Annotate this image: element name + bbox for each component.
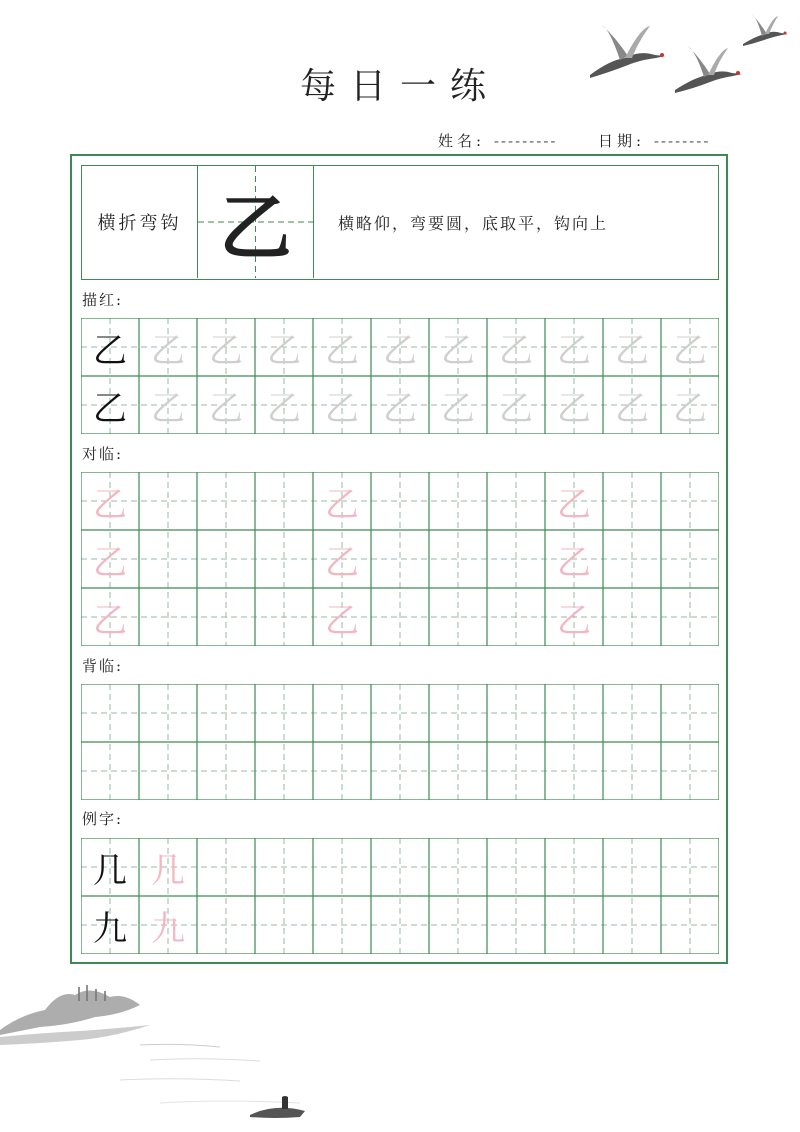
practice-cell[interactable] — [487, 588, 545, 646]
examples-grid — [81, 838, 719, 954]
practice-cell[interactable] — [661, 684, 719, 742]
practice-cell[interactable]: 乙 — [383, 330, 417, 371]
practice-cell[interactable]: 乙 — [557, 330, 591, 371]
section-examples-label: 例字: — [82, 810, 124, 828]
practice-cell[interactable] — [661, 588, 719, 646]
practice-cell[interactable]: 乙 — [441, 388, 475, 429]
practice-cell[interactable] — [429, 472, 487, 530]
practice-cell[interactable] — [197, 684, 255, 742]
practice-cell[interactable]: 乙 — [151, 388, 185, 429]
practice-cell[interactable]: 乙 — [383, 388, 417, 429]
practice-cell[interactable]: 九 — [93, 908, 127, 949]
practice-cell[interactable] — [197, 472, 255, 530]
practice-cell[interactable] — [545, 838, 603, 896]
practice-cell[interactable] — [197, 742, 255, 800]
practice-cell[interactable] — [139, 472, 197, 530]
practice-cell[interactable] — [545, 896, 603, 954]
practice-cell[interactable]: 乙 — [557, 388, 591, 429]
practice-cell[interactable]: 乙 — [93, 542, 127, 583]
practice-cell[interactable] — [429, 896, 487, 954]
recall-grid — [81, 684, 719, 800]
practice-cell[interactable]: 乙 — [615, 388, 649, 429]
practice-cell[interactable]: 乙 — [615, 330, 649, 371]
practice-cell[interactable] — [603, 742, 661, 800]
section-copy-label: 对临: — [82, 445, 124, 463]
practice-cell[interactable] — [197, 838, 255, 896]
practice-cell[interactable] — [603, 530, 661, 588]
practice-cell[interactable] — [371, 472, 429, 530]
practice-cell[interactable]: 乙 — [93, 388, 127, 429]
practice-cell[interactable] — [603, 896, 661, 954]
practice-cell[interactable]: 乙 — [93, 330, 127, 371]
practice-cell[interactable] — [661, 530, 719, 588]
practice-cell[interactable] — [487, 838, 545, 896]
practice-cell[interactable] — [139, 530, 197, 588]
practice-cell[interactable] — [255, 896, 313, 954]
stroke-header — [81, 165, 719, 280]
practice-cell[interactable]: 乙 — [557, 542, 591, 583]
practice-cell[interactable] — [371, 684, 429, 742]
practice-cell[interactable]: 乙 — [325, 542, 359, 583]
copy-grid — [81, 472, 719, 646]
practice-cell[interactable] — [197, 530, 255, 588]
practice-cell[interactable] — [255, 684, 313, 742]
name-blank[interactable]: --------- — [493, 132, 558, 150]
section-trace-label: 描红: — [82, 291, 124, 309]
practice-cell[interactable] — [197, 896, 255, 954]
practice-cell[interactable] — [313, 684, 371, 742]
practice-cell[interactable]: 乙 — [557, 484, 591, 525]
practice-cell[interactable] — [429, 684, 487, 742]
crane-illustration — [580, 20, 670, 85]
practice-cell[interactable] — [661, 838, 719, 896]
practice-cell[interactable] — [197, 588, 255, 646]
date-blank[interactable]: -------- — [653, 132, 711, 150]
practice-cell[interactable]: 乙 — [93, 600, 127, 641]
practice-cell[interactable] — [255, 472, 313, 530]
practice-cell[interactable]: 乙 — [499, 330, 533, 371]
practice-cell[interactable] — [487, 530, 545, 588]
practice-cell[interactable] — [371, 742, 429, 800]
practice-cell[interactable] — [545, 742, 603, 800]
practice-cell[interactable]: 乙 — [673, 388, 707, 429]
stroke-demo-char: 乙 — [219, 185, 292, 270]
stroke-demo-box — [197, 166, 314, 278]
practice-cell[interactable] — [545, 684, 603, 742]
practice-cell[interactable]: 乙 — [151, 330, 185, 371]
trace-grid — [81, 318, 719, 434]
practice-cell[interactable] — [661, 742, 719, 800]
practice-cell[interactable] — [255, 588, 313, 646]
practice-cell[interactable] — [429, 530, 487, 588]
practice-cell[interactable] — [487, 742, 545, 800]
practice-cell[interactable]: 乙 — [325, 388, 359, 429]
date-label: 日期: — [598, 132, 646, 150]
practice-cell[interactable] — [661, 472, 719, 530]
practice-cell[interactable] — [255, 838, 313, 896]
practice-cell[interactable]: 乙 — [499, 388, 533, 429]
practice-cell[interactable]: 乙 — [209, 330, 243, 371]
stroke-tip: 横略仰，弯要圆，底取平，钩向上 — [338, 213, 609, 233]
practice-cell[interactable] — [487, 684, 545, 742]
practice-cell[interactable] — [139, 684, 197, 742]
crane-illustration — [670, 42, 745, 97]
stroke-name: 横折弯钩 — [97, 213, 182, 234]
practice-cell[interactable] — [255, 530, 313, 588]
landscape-illustration — [0, 985, 380, 1132]
practice-cell[interactable]: 乙 — [557, 600, 591, 641]
date-field[interactable] — [598, 130, 710, 151]
name-field[interactable] — [438, 130, 557, 151]
practice-cell[interactable] — [429, 838, 487, 896]
practice-cell[interactable]: 乙 — [325, 600, 359, 641]
practice-cell[interactable]: 几 — [93, 850, 127, 891]
practice-cell[interactable] — [603, 472, 661, 530]
practice-cell[interactable] — [139, 742, 197, 800]
practice-cell[interactable] — [371, 530, 429, 588]
practice-cell[interactable] — [487, 896, 545, 954]
practice-cell[interactable] — [81, 684, 139, 742]
practice-cell[interactable] — [429, 588, 487, 646]
practice-cell[interactable]: 乙 — [93, 484, 127, 525]
practice-cell[interactable] — [371, 588, 429, 646]
practice-cell[interactable]: 乙 — [209, 388, 243, 429]
practice-cell[interactable]: 乙 — [325, 330, 359, 371]
practice-cell[interactable]: 乙 — [267, 388, 301, 429]
practice-cell[interactable] — [603, 838, 661, 896]
practice-cell[interactable]: 九 — [151, 908, 185, 949]
practice-cell[interactable] — [371, 896, 429, 954]
page-title: 每日一练 — [299, 66, 500, 107]
practice-cell[interactable]: 乙 — [267, 330, 301, 371]
name-label: 姓名: — [438, 132, 486, 150]
section-recall-label: 背临: — [82, 657, 124, 675]
practice-cell[interactable] — [313, 742, 371, 800]
practice-cell[interactable] — [81, 742, 139, 800]
practice-cell[interactable] — [429, 742, 487, 800]
practice-cell[interactable] — [139, 588, 197, 646]
practice-cell[interactable] — [487, 472, 545, 530]
crane-illustration — [740, 12, 790, 50]
practice-cell[interactable]: 几 — [151, 850, 185, 891]
practice-cell[interactable] — [313, 838, 371, 896]
practice-cell[interactable] — [603, 588, 661, 646]
practice-cell[interactable] — [661, 896, 719, 954]
practice-cell[interactable] — [371, 838, 429, 896]
practice-cell[interactable] — [313, 896, 371, 954]
practice-cell[interactable]: 乙 — [673, 330, 707, 371]
practice-cell[interactable] — [603, 684, 661, 742]
practice-cell[interactable]: 乙 — [441, 330, 475, 371]
practice-cell[interactable]: 乙 — [325, 484, 359, 525]
practice-cell[interactable] — [255, 742, 313, 800]
